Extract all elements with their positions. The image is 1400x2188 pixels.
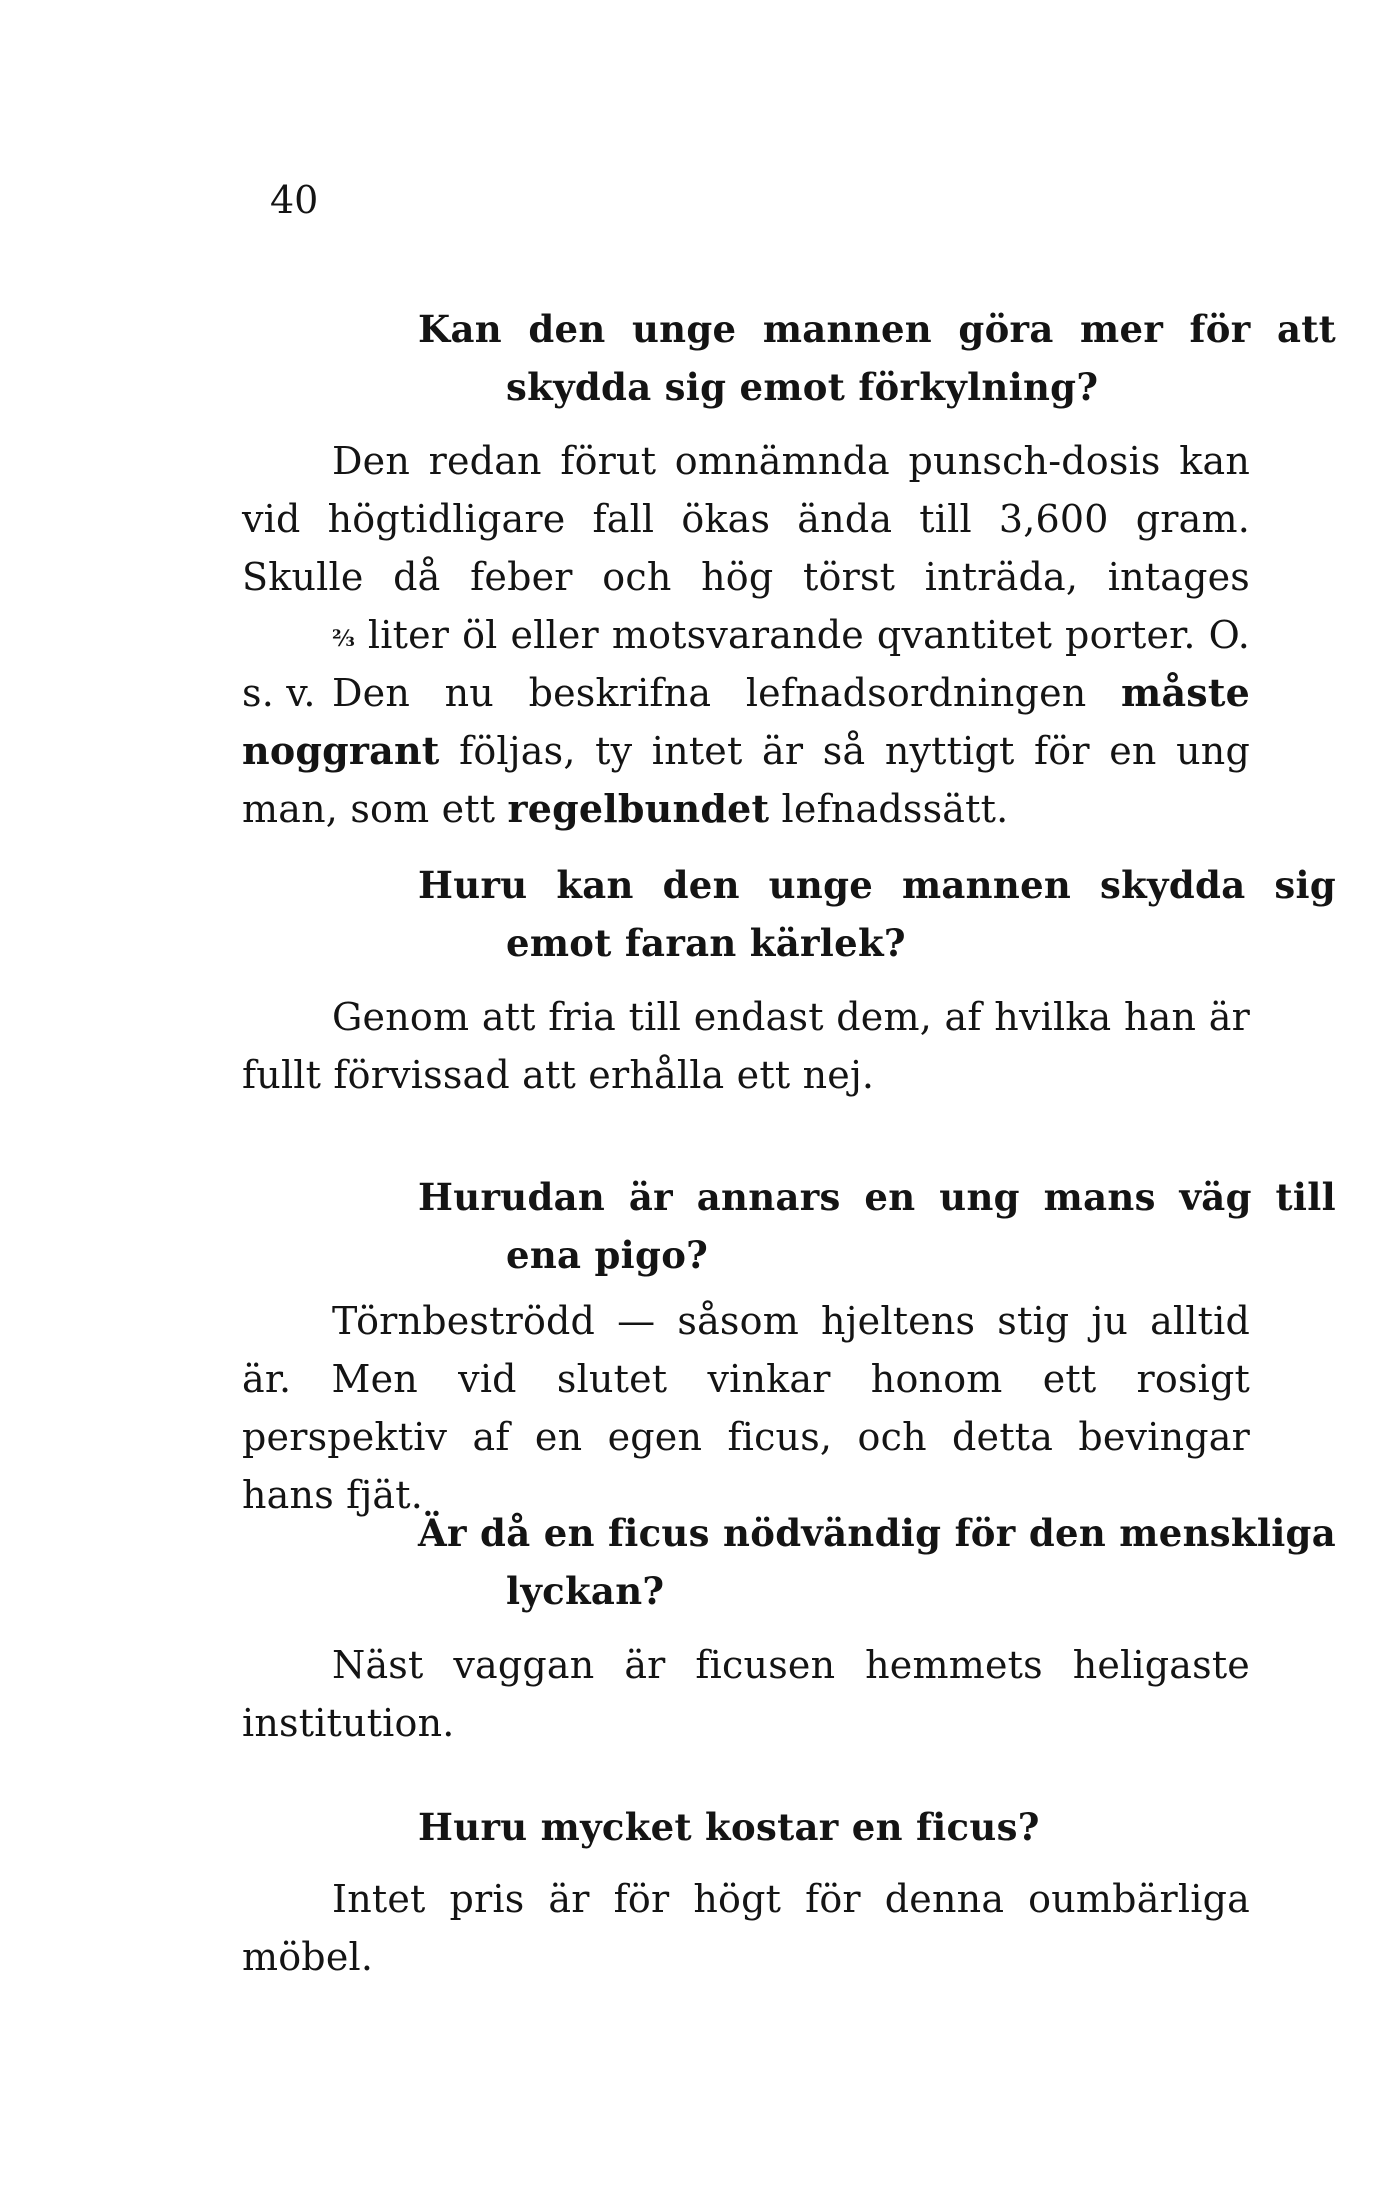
answer-text: Den redan förut omnämnda punsch-dosis kan vid högtidligare fall ökas ända till 3,600 gram. Skulle då feber och hög törst inträda, intages [242,439,1250,599]
question-heading-5: Huru mycket kostar en ficus? [418,1805,1040,1849]
answer-paragraph-4: Näst vaggan är ficusen hemmets heligaste institution. [242,1643,1250,1745]
question-heading-1: Kan den unge mannen göra mer för att skydda sig emot förkylning? [418,307,1336,409]
answer-paragraph-3: Törnbeströdd — såsom hjeltens stig ju alltid är. Men vid slutet vinkar honom ett rosigt perspektiv af en egen ficus, och detta bevingar hans fjät. [242,1299,1250,1517]
emphasis-text: måste noggrant [242,670,1250,773]
question-heading-3: Hurudan är annars en ung mans väg till ena pigo? [418,1175,1336,1277]
answer-paragraph-2: Genom att fria till endast dem, af hvilka han är fullt förvissad att erhålla ett nej. [242,995,1250,1097]
page-number: 40 [270,178,319,222]
fraction-two-thirds: ⅔ [332,625,355,652]
answer-paragraph-1b [242,664,1250,838]
question-heading-4: Är då en ficus nödvändig för den menskliga lyckan? [418,1511,1336,1613]
answer-text: lefnadssätt. [769,787,1009,831]
answer-text: liter öl eller motsvarande qvantitet porter. O. s. v. [242,613,1250,715]
question-heading-2: Huru kan den unge mannen skydda sig emot faran kärlek? [418,863,1336,965]
answer-text: följas, ty intet är så nyttigt för en ung man, som ett [242,729,1250,831]
answer-text: Den nu beskrifna lefnadsordningen [332,671,1122,715]
answer-paragraph-5: Intet pris är för högt för denna oumbärliga möbel. [242,1877,1250,1979]
emphasis-text: regelbundet [507,786,770,831]
